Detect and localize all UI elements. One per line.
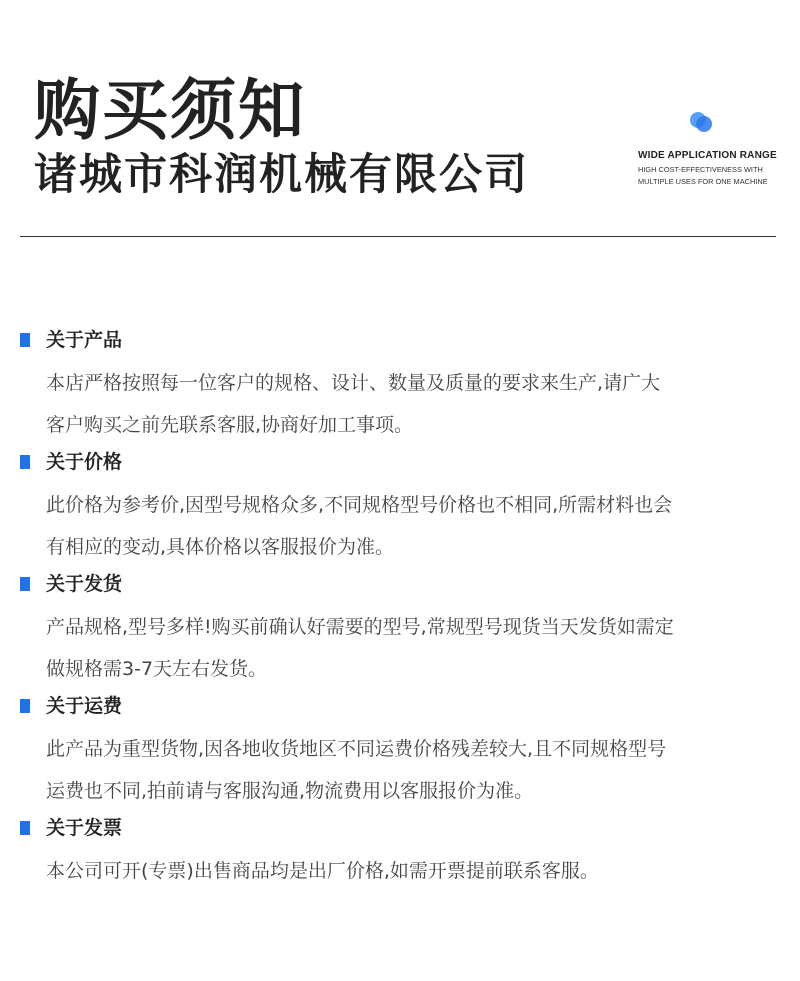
badge-line-2: MULTIPLE USES FOR ONE MACHINE [638,177,768,186]
company-name: 诸城市科润机械有限公司 [34,150,529,200]
section-body [46,484,764,568]
body-line: 产品规格,型号多样!购买前确认好需要的型号,常规型号现货当天发货如需定 [46,616,674,638]
square-bullet-icon [20,821,30,835]
square-bullet-icon [20,455,30,469]
body-line: 客户购买之前先联系客服,协商好加工事项。 [46,414,414,436]
body-line: 此价格为参考价,因型号规格众多,不同规格型号价格也不相同,所需材料也会 [46,494,673,516]
notice-sections [20,326,780,894]
square-bullet-icon [20,577,30,591]
body-line: 有相应的变动,具体价格以客服报价为准。 [46,536,395,558]
section-product [20,326,780,446]
header-divider [20,236,776,237]
badge-line-1: HIGH COST-EFFECTIVENESS WITH [638,165,763,174]
square-bullet-icon [20,333,30,347]
section-shipping [20,570,780,690]
square-bullet-icon [20,699,30,713]
section-title: 关于发票 [46,817,123,839]
section-freight [20,692,780,812]
section-price [20,448,780,568]
body-line: 本店严格按照每一位客户的规格、设计、数量及质量的要求来生产,请广大 [46,372,661,394]
section-body [46,728,764,812]
section-title: 关于发货 [46,573,123,595]
body-line: 做规格需3-7天左右发货。 [46,658,268,680]
body-line: 本公司可开(专票)出售商品均是出厂价格,如需开票提前联系客服。 [46,860,599,882]
badge-title: WIDE APPLICATION RANGE [638,150,777,161]
section-body [46,606,764,690]
section-invoice [20,814,780,892]
section-body [46,362,764,446]
body-line: 此产品为重型货物,因各地收货地区不同运费价格残差较大,且不同规格型号 [46,738,667,760]
section-body [46,850,764,892]
page-title: 购买须知 [34,72,306,149]
section-title: 关于运费 [46,695,123,717]
section-title: 关于价格 [46,451,123,473]
circles-logo-icon [690,110,716,134]
section-title: 关于产品 [46,329,123,351]
body-line: 运费也不同,拍前请与客服沟通,物流费用以客服报价为准。 [46,780,534,802]
